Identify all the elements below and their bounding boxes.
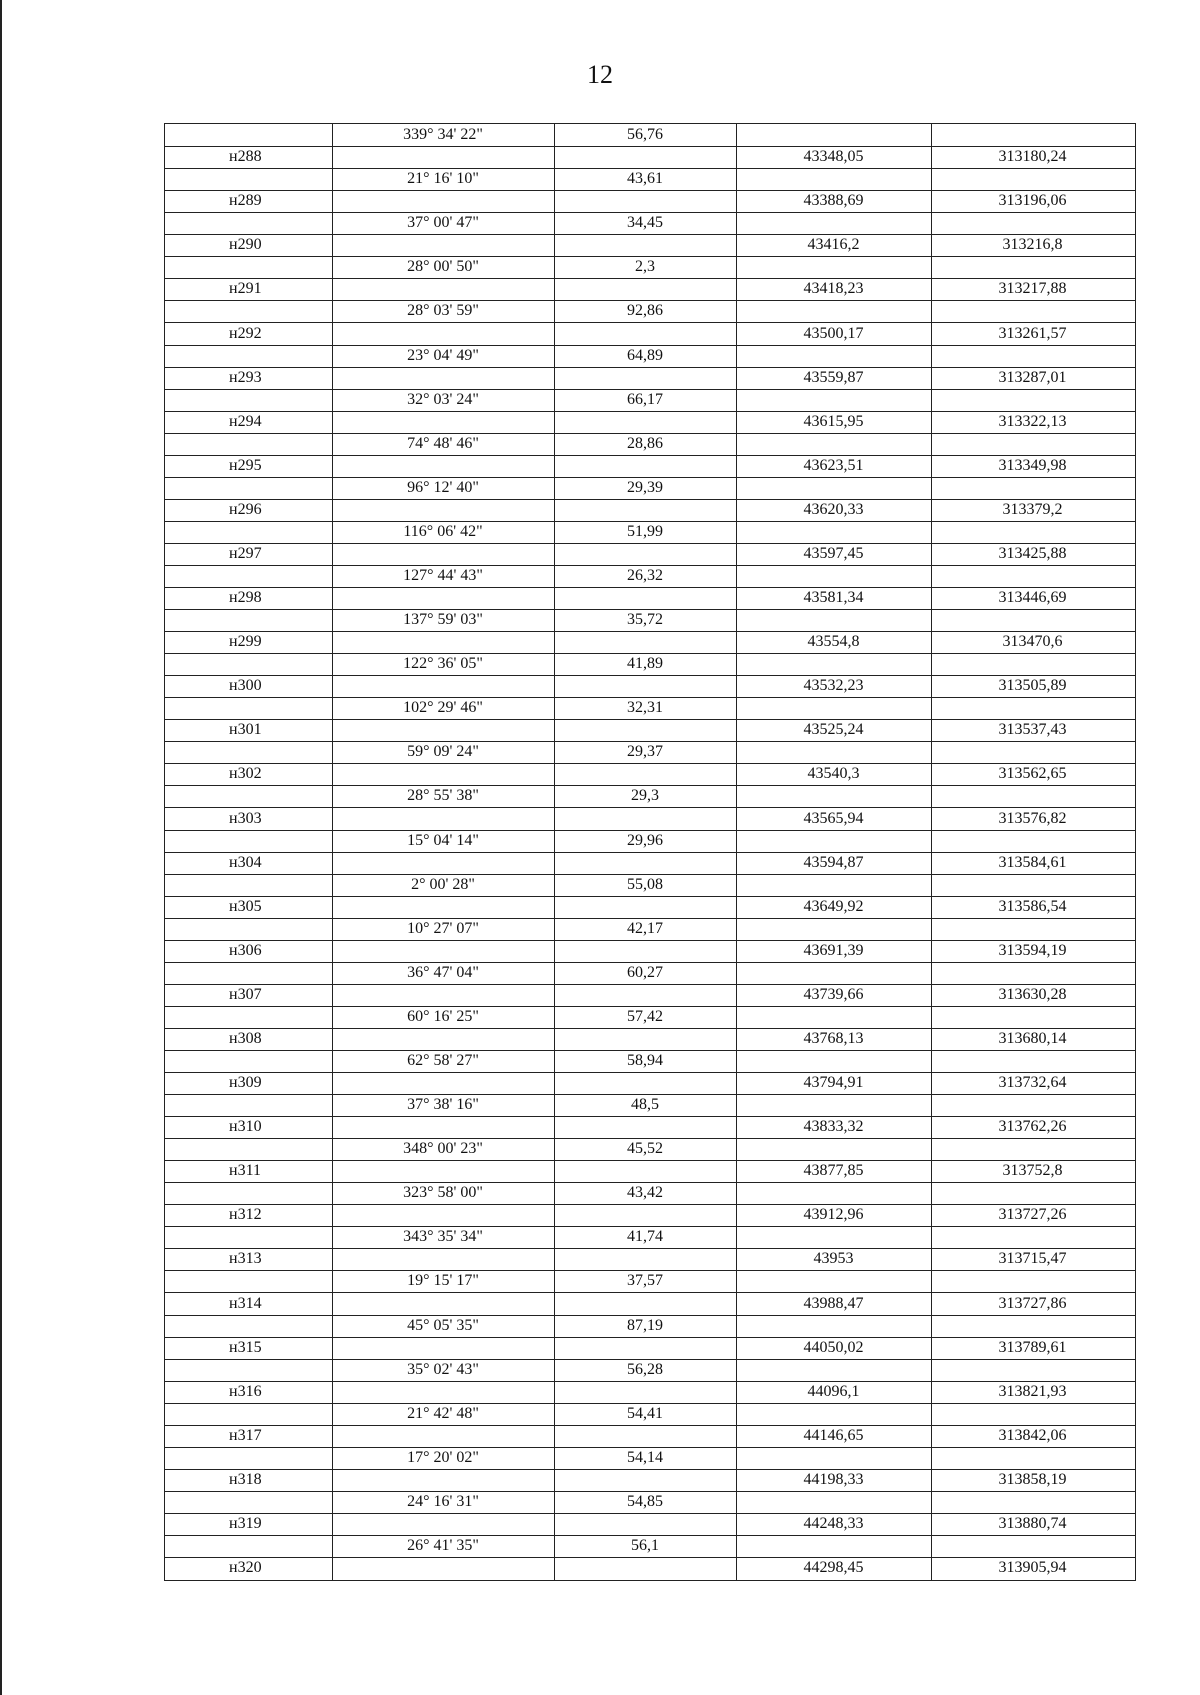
length-cell: 37,57 bbox=[627, 1272, 663, 1290]
x-coordinate-cell: 44298,45 bbox=[803, 1559, 864, 1576]
length-cell: 48,5 bbox=[631, 1096, 659, 1113]
angle-cell: 60° 16' 25" bbox=[407, 1007, 479, 1025]
y-coordinate-cell: 313349,98 bbox=[998, 456, 1067, 474]
x-coordinate-cell: 43532,23 bbox=[803, 677, 864, 695]
angle-cell: 127° 44' 43" bbox=[403, 567, 483, 584]
y-coordinate-cell: 313842,06 bbox=[998, 1426, 1067, 1444]
y-coordinate-cell: 313762,26 bbox=[998, 1118, 1067, 1136]
angle-cell: 28° 00' 50" bbox=[407, 258, 479, 276]
x-coordinate-cell: 43794,91 bbox=[803, 1074, 864, 1091]
point-cell: н299 bbox=[229, 633, 262, 651]
y-coordinate-cell: 313196,06 bbox=[998, 192, 1067, 210]
length-cell: 60,27 bbox=[627, 963, 663, 981]
y-coordinate-cell: 313715,47 bbox=[998, 1250, 1067, 1268]
x-coordinate-cell: 43388,69 bbox=[803, 192, 864, 210]
length-cell: 57,42 bbox=[627, 1007, 663, 1025]
angle-cell: 59° 09' 24" bbox=[407, 743, 479, 761]
length-cell: 28,86 bbox=[627, 434, 663, 452]
length-cell: 54,41 bbox=[627, 1404, 663, 1422]
length-cell: 29,96 bbox=[627, 831, 663, 849]
x-coordinate-cell: 43348,05 bbox=[803, 148, 864, 166]
length-cell: 2,3 bbox=[635, 258, 655, 276]
angle-cell: 348° 00' 23" bbox=[403, 1140, 483, 1158]
point-cell: н319 bbox=[229, 1514, 262, 1532]
point-cell: н318 bbox=[229, 1470, 262, 1488]
point-cell: н295 bbox=[229, 456, 262, 474]
angle-cell: 23° 04' 49" bbox=[407, 346, 479, 364]
length-cell: 42,17 bbox=[627, 919, 663, 937]
y-coordinate-cell: 313727,86 bbox=[998, 1294, 1067, 1312]
length-cell: 29,37 bbox=[627, 743, 663, 761]
angle-cell: 28° 03' 59" bbox=[407, 302, 479, 320]
point-cell: н294 bbox=[229, 412, 262, 430]
y-coordinate-cell: 313752,8 bbox=[1002, 1162, 1063, 1180]
point-cell: н293 bbox=[229, 368, 262, 386]
point-cell: н296 bbox=[229, 500, 262, 518]
y-coordinate-cell: 313732,64 bbox=[998, 1074, 1067, 1091]
point-cell: н311 bbox=[229, 1162, 261, 1180]
length-cell: 54,14 bbox=[627, 1448, 663, 1466]
point-cell: н313 bbox=[229, 1250, 262, 1268]
x-coordinate-cell: 43597,45 bbox=[803, 544, 864, 562]
angle-cell: 343° 35' 34" bbox=[403, 1228, 483, 1246]
point-cell: н290 bbox=[229, 236, 262, 254]
y-coordinate-cell: 313446,69 bbox=[998, 589, 1067, 606]
angle-cell: 21° 16' 10" bbox=[407, 170, 479, 188]
x-coordinate-cell: 43418,23 bbox=[803, 280, 864, 298]
x-coordinate-cell: 43416,2 bbox=[807, 236, 860, 254]
page-number: 12 bbox=[587, 60, 613, 89]
y-coordinate-cell: 313594,19 bbox=[998, 941, 1067, 959]
length-cell: 41,89 bbox=[627, 655, 663, 673]
x-coordinate-cell: 44146,65 bbox=[803, 1426, 864, 1444]
angle-cell: 122° 36' 05" bbox=[403, 655, 483, 673]
x-coordinate-cell: 43559,87 bbox=[803, 368, 864, 386]
length-cell: 55,08 bbox=[627, 875, 663, 893]
y-coordinate-cell: 313562,65 bbox=[998, 765, 1067, 783]
length-cell: 41,74 bbox=[627, 1228, 663, 1246]
point-cell: н291 bbox=[229, 280, 262, 298]
point-cell: н307 bbox=[229, 985, 262, 1003]
y-coordinate-cell: 313379,2 bbox=[1002, 500, 1063, 518]
angle-cell: 96° 12' 40" bbox=[407, 478, 479, 496]
length-cell: 56,28 bbox=[627, 1360, 663, 1378]
y-coordinate-cell: 313880,74 bbox=[998, 1514, 1067, 1532]
x-coordinate-cell: 43620,33 bbox=[803, 500, 864, 518]
y-coordinate-cell: 313789,61 bbox=[998, 1338, 1067, 1356]
point-cell: н320 bbox=[229, 1559, 262, 1576]
angle-cell: 2° 00' 28" bbox=[411, 875, 475, 893]
point-cell: н316 bbox=[229, 1382, 262, 1400]
angle-cell: 26° 41' 35" bbox=[407, 1537, 479, 1554]
angle-cell: 32° 03' 24" bbox=[407, 390, 479, 408]
x-coordinate-cell: 43525,24 bbox=[803, 721, 864, 739]
point-cell: н292 bbox=[229, 324, 262, 342]
x-coordinate-cell: 43988,47 bbox=[803, 1294, 864, 1312]
y-coordinate-cell: 313425,88 bbox=[998, 544, 1067, 562]
point-cell: н312 bbox=[229, 1206, 262, 1224]
angle-cell: 339° 34' 22" bbox=[403, 126, 483, 143]
x-coordinate-cell: 43615,95 bbox=[803, 412, 864, 430]
y-coordinate-cell: 313630,28 bbox=[998, 985, 1067, 1003]
length-cell: 29,39 bbox=[627, 478, 663, 496]
angle-cell: 45° 05' 35" bbox=[407, 1316, 479, 1334]
length-cell: 56,76 bbox=[627, 126, 663, 143]
point-cell: н298 bbox=[229, 589, 262, 606]
length-cell: 51,99 bbox=[627, 522, 663, 540]
angle-cell: 137° 59' 03" bbox=[403, 611, 483, 628]
y-coordinate-cell: 313858,19 bbox=[998, 1470, 1067, 1488]
x-coordinate-cell: 43540,3 bbox=[807, 765, 860, 783]
point-cell: н302 bbox=[229, 765, 262, 783]
length-cell: 29,3 bbox=[631, 787, 659, 805]
length-cell: 26,32 bbox=[627, 567, 663, 584]
y-coordinate-cell: 313287,01 bbox=[998, 368, 1067, 386]
angle-cell: 37° 38' 16" bbox=[407, 1096, 479, 1113]
x-coordinate-cell: 43623,51 bbox=[803, 456, 864, 474]
y-coordinate-cell: 313261,57 bbox=[998, 324, 1067, 342]
point-cell: н306 bbox=[229, 941, 262, 959]
angle-cell: 10° 27' 07" bbox=[407, 919, 479, 937]
y-coordinate-cell: 313217,88 bbox=[998, 280, 1067, 298]
length-cell: 64,89 bbox=[627, 346, 663, 364]
y-coordinate-cell: 313905,94 bbox=[998, 1559, 1067, 1576]
x-coordinate-cell: 43594,87 bbox=[803, 853, 864, 871]
x-coordinate-cell: 43912,96 bbox=[803, 1206, 864, 1224]
angle-cell: 35° 02' 43" bbox=[407, 1360, 479, 1378]
angle-cell: 17° 20' 02" bbox=[407, 1448, 479, 1466]
length-cell: 58,94 bbox=[627, 1052, 663, 1069]
angle-cell: 37° 00' 47" bbox=[407, 214, 479, 232]
length-cell: 92,86 bbox=[627, 302, 663, 320]
y-coordinate-cell: 313505,89 bbox=[998, 677, 1067, 695]
x-coordinate-cell: 43691,39 bbox=[803, 941, 864, 959]
x-coordinate-cell: 43953 bbox=[813, 1250, 854, 1268]
point-cell: н305 bbox=[229, 897, 262, 915]
x-coordinate-cell: 44096,1 bbox=[807, 1382, 860, 1400]
length-cell: 43,61 bbox=[627, 170, 663, 188]
point-cell: н289 bbox=[229, 192, 262, 210]
page-edge bbox=[0, 0, 2, 1695]
length-cell: 34,45 bbox=[627, 214, 663, 232]
y-coordinate-cell: 313586,54 bbox=[998, 897, 1067, 915]
point-cell: н317 bbox=[229, 1426, 262, 1444]
y-coordinate-cell: 313537,43 bbox=[998, 721, 1067, 739]
x-coordinate-cell: 43877,85 bbox=[803, 1162, 864, 1180]
point-cell: н301 bbox=[229, 721, 262, 739]
y-coordinate-cell: 313216,8 bbox=[1002, 236, 1063, 254]
length-cell: 56,1 bbox=[631, 1537, 659, 1554]
length-cell: 87,19 bbox=[627, 1316, 663, 1334]
y-coordinate-cell: 313821,93 bbox=[998, 1382, 1067, 1400]
y-coordinate-cell: 313576,82 bbox=[998, 809, 1067, 827]
x-coordinate-cell: 44248,33 bbox=[803, 1514, 864, 1532]
angle-cell: 24° 16' 31" bbox=[407, 1492, 479, 1510]
point-cell: н308 bbox=[229, 1029, 262, 1047]
y-coordinate-cell: 313584,61 bbox=[998, 853, 1067, 871]
x-coordinate-cell: 43500,17 bbox=[803, 324, 864, 342]
angle-cell: 21° 42' 48" bbox=[407, 1404, 479, 1422]
angle-cell: 62° 58' 27" bbox=[407, 1052, 479, 1069]
point-cell: н297 bbox=[229, 544, 262, 562]
length-cell: 35,72 bbox=[627, 611, 663, 628]
angle-cell: 116° 06' 42" bbox=[403, 522, 483, 540]
point-cell: н300 bbox=[229, 677, 262, 695]
y-coordinate-cell: 313180,24 bbox=[998, 148, 1067, 166]
length-cell: 66,17 bbox=[627, 390, 663, 408]
length-cell: 32,31 bbox=[627, 699, 663, 717]
point-cell: н314 bbox=[229, 1294, 262, 1312]
y-coordinate-cell: 313470,6 bbox=[1002, 633, 1063, 651]
point-cell: н309 bbox=[229, 1074, 262, 1091]
x-coordinate-cell: 43554,8 bbox=[807, 633, 860, 651]
angle-cell: 74° 48' 46" bbox=[407, 434, 479, 452]
x-coordinate-cell: 43649,92 bbox=[803, 897, 864, 915]
x-coordinate-cell: 43739,66 bbox=[803, 985, 864, 1003]
point-cell: н315 bbox=[229, 1338, 262, 1356]
x-coordinate-cell: 44198,33 bbox=[803, 1470, 864, 1488]
angle-cell: 28° 55' 38" bbox=[407, 787, 479, 805]
point-cell: н310 bbox=[229, 1118, 262, 1136]
angle-cell: 323° 58' 00" bbox=[403, 1184, 483, 1202]
y-coordinate-cell: 313322,13 bbox=[998, 412, 1067, 430]
x-coordinate-cell: 43833,32 bbox=[803, 1118, 864, 1136]
point-cell: н304 bbox=[229, 853, 262, 871]
x-coordinate-cell: 44050,02 bbox=[803, 1338, 864, 1356]
point-cell: н303 bbox=[229, 809, 262, 827]
length-cell: 54,85 bbox=[627, 1492, 663, 1510]
x-coordinate-cell: 43565,94 bbox=[803, 809, 864, 827]
length-cell: 43,42 bbox=[627, 1184, 663, 1202]
angle-cell: 36° 47' 04" bbox=[407, 963, 479, 981]
angle-cell: 15° 04' 14" bbox=[407, 831, 479, 849]
length-cell: 45,52 bbox=[627, 1140, 663, 1158]
y-coordinate-cell: 313727,26 bbox=[998, 1206, 1067, 1224]
y-coordinate-cell: 313680,14 bbox=[998, 1029, 1067, 1047]
coordinates-table bbox=[164, 123, 1136, 1581]
x-coordinate-cell: 43581,34 bbox=[803, 589, 864, 606]
angle-cell: 102° 29' 46" bbox=[403, 699, 483, 717]
x-coordinate-cell: 43768,13 bbox=[803, 1029, 864, 1047]
angle-cell: 19° 15' 17" bbox=[407, 1272, 479, 1290]
point-cell: н288 bbox=[229, 148, 262, 166]
